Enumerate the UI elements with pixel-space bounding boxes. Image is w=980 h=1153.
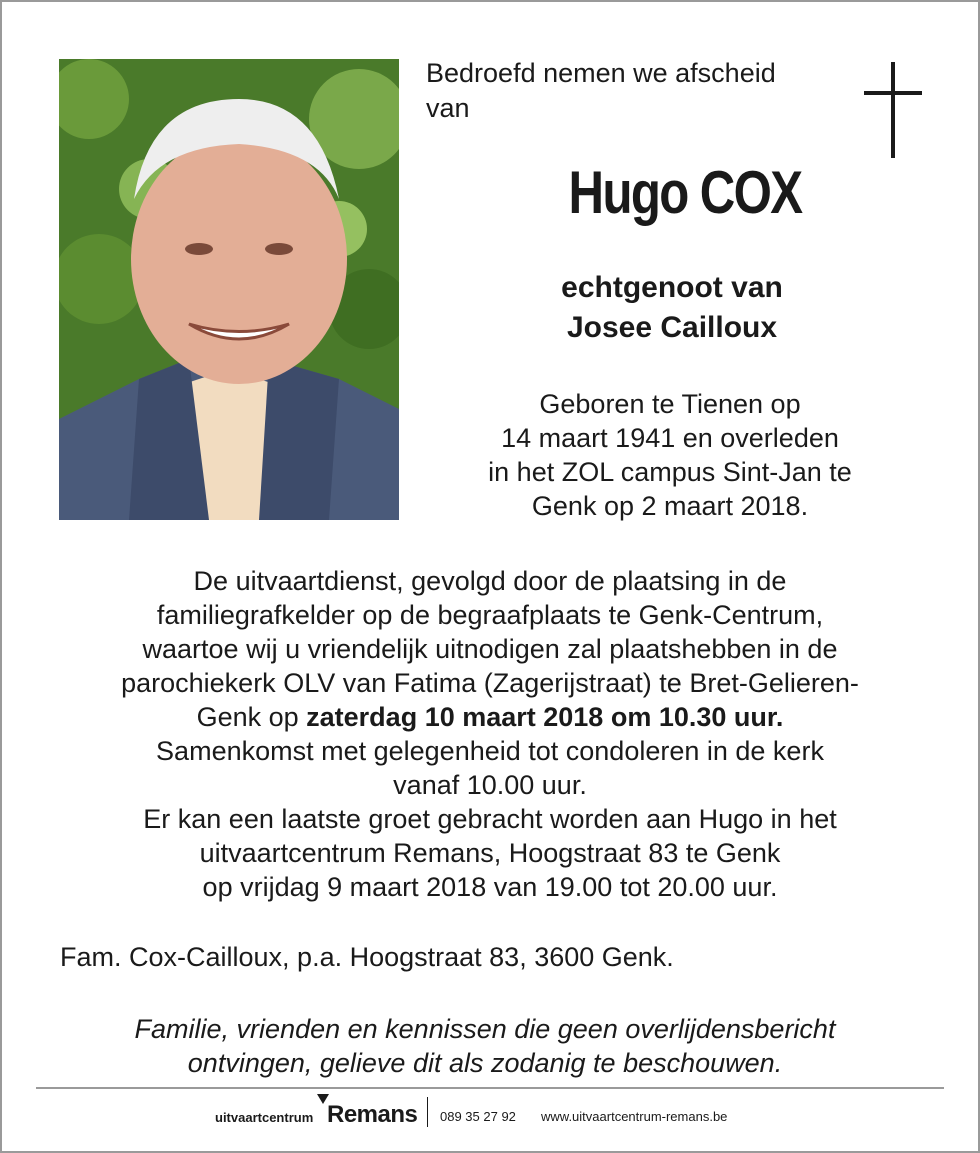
portrait-photo (59, 59, 399, 520)
text-line: Geboren te Tienen op (539, 389, 801, 419)
footer-brand: Remans (327, 1101, 418, 1128)
text-line: in het ZOL campus Sint-Jan te (488, 457, 852, 487)
footer (215, 1093, 775, 1137)
spouse-name: Josee Cailloux (566, 311, 778, 344)
funeral-service-details (40, 564, 940, 904)
birth-death-details (440, 387, 900, 523)
footer-prefix: uitvaartcentrum (215, 1110, 314, 1125)
cross-icon (864, 62, 922, 158)
text-line: Samenkomst met gelegenheid tot condoleren in de kerk (156, 736, 824, 766)
footer-phone: 089 35 27 92 (440, 1109, 516, 1124)
text-line: parochiekerk OLV van Fatima (Zagerijstraat) te Bret-Gelieren- (121, 668, 859, 698)
notice-text (40, 1012, 930, 1080)
family-address: Fam. Cox-Cailloux, p.a. Hoogstraat 83, 3600 Genk. (60, 942, 674, 972)
text-span: Genk op (196, 702, 307, 732)
intro-line: Bedroefd nemen we afscheid (426, 58, 776, 88)
deceased-name: Hugo COX (568, 159, 802, 226)
footer-divider (36, 1087, 944, 1089)
text-line: ontvingen, gelieve dit als zodanig te beschouwen. (187, 1048, 783, 1078)
text-line: Er kan een laatste groet gebracht worden aan Hugo in het (143, 804, 837, 834)
footer-website: www.uitvaartcentrum-remans.be (541, 1109, 728, 1124)
text-line: Genk op 2 maart 2018. (531, 491, 809, 521)
text-line: vanaf 10.00 uur. (393, 770, 587, 800)
text-line: 14 maart 1941 en overleden (501, 423, 839, 453)
intro-line: van (426, 93, 470, 123)
text-line: Familie, vrienden en kennissen die geen overlijdensbericht (134, 1014, 836, 1044)
text-line: De uitvaartdienst, gevolgd door de plaatsing in de (193, 566, 787, 596)
service-datetime: zaterdag 10 maart 2018 om 10.30 uur. (306, 702, 784, 732)
text-line: familiegrafkelder op de begraafplaats te Genk-Centrum, (156, 600, 824, 630)
text-line: uitvaartcentrum Remans, Hoogstraat 83 te Genk (199, 838, 781, 868)
service-datetime-line (40, 700, 940, 734)
text-line: op vrijdag 9 maart 2018 van 19.00 tot 20.00 uur. (202, 872, 778, 902)
intro-text (426, 56, 846, 126)
footer-separator (427, 1097, 428, 1127)
spouse-label: echtgenoot van (561, 271, 783, 304)
text-line: waartoe wij u vriendelijk uitnodigen zal plaatshebben in de (142, 634, 838, 664)
spouse-block (472, 268, 872, 348)
